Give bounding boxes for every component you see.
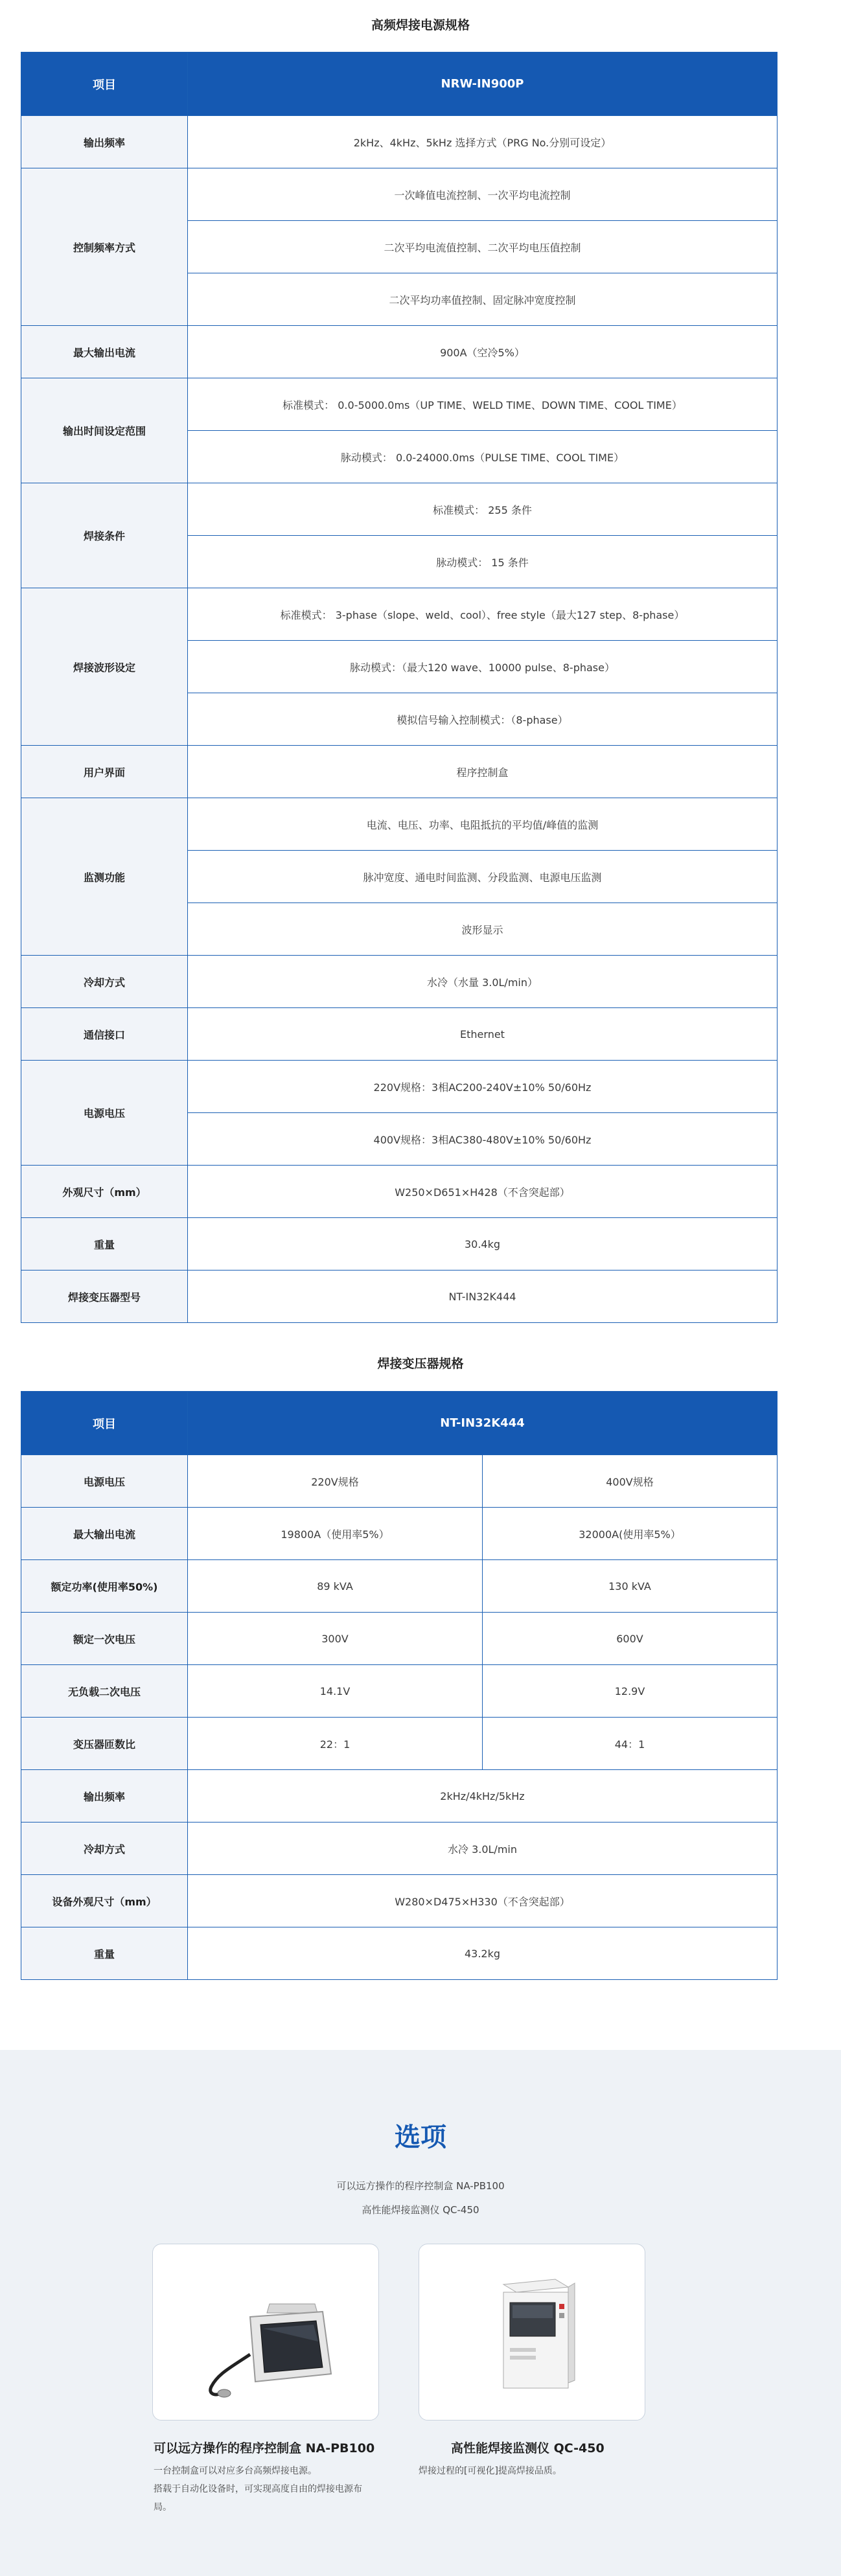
control-box-image <box>153 2244 380 2421</box>
row-value: 30.4kg <box>188 1218 778 1271</box>
row-label: 焊接变压器型号 <box>21 1271 188 1323</box>
row-value: 12.9V <box>483 1665 778 1718</box>
table-row <box>21 1665 778 1718</box>
table-row <box>21 1508 778 1560</box>
row-label: 额定一次电压 <box>21 1613 188 1665</box>
row-value: 二次平均电流值控制、二次平均电压值控制 <box>188 221 778 273</box>
row-value: 14.1V <box>188 1665 483 1718</box>
row-label: 输出频率 <box>21 116 188 168</box>
table-row <box>21 1770 778 1823</box>
row-label: 电源电压 <box>21 1061 188 1166</box>
row-label: 无负载二次电压 <box>21 1665 188 1718</box>
row-value: 标准模式： 3-phase（slope、weld、cool）、free style（最大127 step、8-phase） <box>188 588 778 641</box>
row-value: W280×D475×H330（不含突起部） <box>188 1875 778 1927</box>
table-row <box>21 956 778 1008</box>
table-row <box>21 326 778 378</box>
card-desc-line: 一台控制盒可以对应多台高频焊接电源。 <box>154 2466 317 2476</box>
row-value: 水冷（水量 3.0L/min） <box>188 956 778 1008</box>
options-title: 选项 <box>395 2122 446 2152</box>
row-label: 电源电压 <box>21 1455 188 1508</box>
table-row <box>21 798 778 851</box>
row-value: Ethernet <box>188 1008 778 1061</box>
row-label: 控制频率方式 <box>21 168 188 326</box>
row-label: 最大输出电流 <box>21 326 188 378</box>
row-value: 89 kVA <box>188 1560 483 1613</box>
row-label: 外观尺寸（mm） <box>21 1166 188 1218</box>
row-value: 2kHz/4kHz/5kHz <box>188 1770 778 1823</box>
row-label: 输出频率 <box>21 1770 188 1823</box>
option-card-weld-monitor[interactable] <box>419 2244 645 2421</box>
row-value: 32000A(使用率5%） <box>483 1508 778 1560</box>
row-value: 400V规格 <box>483 1455 778 1508</box>
row-value: 程序控制盒 <box>188 746 778 798</box>
spec1-title: 高频焊接电源规格 <box>371 18 470 32</box>
row-value: 波形显示 <box>188 903 778 956</box>
card-desc-weld-monitor <box>419 2462 562 2480</box>
header-item-label: 项目 <box>21 52 188 116</box>
row-value: 一次峰值电流控制、一次平均电流控制 <box>188 168 778 221</box>
table-row <box>21 1823 778 1875</box>
table-row <box>21 1875 778 1927</box>
table-row <box>21 1061 778 1113</box>
row-label: 监测功能 <box>21 798 188 956</box>
table-row <box>21 1613 778 1665</box>
row-label: 通信接口 <box>21 1008 188 1061</box>
table-row <box>21 1455 778 1508</box>
row-value: W250×D651×H428（不含突起部） <box>188 1166 778 1218</box>
row-value: 220V规格：3相AC200-240V±10% 50/60Hz <box>188 1061 778 1113</box>
table-row <box>21 483 778 536</box>
card-title-weld-monitor: 高性能焊接监测仪 QC-450 <box>451 2441 605 2455</box>
table-row <box>21 116 778 168</box>
options-line-2: 高性能焊接监测仪 QC-450 <box>362 2204 479 2216</box>
row-value: 22：1 <box>188 1718 483 1770</box>
row-value: 400V规格：3相AC380-480V±10% 50/60Hz <box>188 1113 778 1166</box>
row-label: 冷却方式 <box>21 1823 188 1875</box>
row-value: 600V <box>483 1613 778 1665</box>
row-label: 焊接波形设定 <box>21 588 188 746</box>
row-value: 模拟信号输入控制模式：（8-phase） <box>188 693 778 746</box>
row-label: 冷却方式 <box>21 956 188 1008</box>
table-row <box>21 1718 778 1770</box>
table-row <box>21 1271 778 1323</box>
power-supply-spec-table <box>21 52 778 1323</box>
table-row <box>21 168 778 221</box>
table-header-row <box>21 1392 778 1455</box>
table-row <box>21 1008 778 1061</box>
card-desc-control-box <box>154 2462 362 2516</box>
table-row <box>21 1560 778 1613</box>
row-value: NT-IN32K444 <box>188 1271 778 1323</box>
card-desc-line: 局。 <box>154 2502 172 2513</box>
row-value: 标准模式： 255 条件 <box>188 483 778 536</box>
row-value: 二次平均功率值控制、固定脉冲宽度控制 <box>188 273 778 326</box>
option-card-control-box[interactable] <box>152 2244 379 2421</box>
transformer-spec-table <box>21 1391 778 1980</box>
options-line-1: 可以远方操作的程序控制盒 NA-PB100 <box>336 2180 505 2192</box>
row-value: 水冷 3.0L/min <box>188 1823 778 1875</box>
row-value: 标准模式： 0.0-5000.0ms（UP TIME、WELD TIME、DOWN TIME、COOL TIME） <box>188 378 778 431</box>
table-row <box>21 588 778 641</box>
row-value: 900A（空冷5%） <box>188 326 778 378</box>
row-value: 220V规格 <box>188 1455 483 1508</box>
weld-monitor-image <box>419 2244 646 2421</box>
row-value: 130 kVA <box>483 1560 778 1613</box>
row-value: 300V <box>188 1613 483 1665</box>
row-value: 43.2kg <box>188 1927 778 1980</box>
card-desc-line: 焊接过程的[可视化]提高焊接品质。 <box>419 2466 562 2476</box>
row-label: 变压器匝数比 <box>21 1718 188 1770</box>
row-label: 用户界面 <box>21 746 188 798</box>
row-value: 44：1 <box>483 1718 778 1770</box>
row-label: 设备外观尺寸（mm） <box>21 1875 188 1927</box>
card-desc-line: 搭载于自动化设备时，可实现高度自由的焊接电源布 <box>154 2484 362 2494</box>
row-label: 最大输出电流 <box>21 1508 188 1560</box>
header-model-label: NRW-IN900P <box>188 52 778 116</box>
row-label: 焊接条件 <box>21 483 188 588</box>
row-value: 电流、电压、功率、电阻抵抗的平均值/峰值的监测 <box>188 798 778 851</box>
table-row <box>21 1927 778 1980</box>
row-label: 输出时间设定范围 <box>21 378 188 483</box>
row-value: 脉动模式： 15 条件 <box>188 536 778 588</box>
row-value: 19800A（使用率5%） <box>188 1508 483 1560</box>
row-label: 重量 <box>21 1927 188 1980</box>
row-label: 重量 <box>21 1218 188 1271</box>
table-row <box>21 1218 778 1271</box>
row-value: 2kHz、4kHz、5kHz 选择方式（PRG No.分别可设定） <box>188 116 778 168</box>
row-value: 脉冲宽度、通电时间监测、分段监测、电源电压监测 <box>188 851 778 903</box>
spec2-title: 焊接变压器规格 <box>377 1357 464 1371</box>
header-item-label: 项目 <box>21 1392 188 1455</box>
options-section <box>0 2050 841 2576</box>
table-row <box>21 378 778 431</box>
table-row <box>21 1166 778 1218</box>
row-label: 额定功率(使用率50%) <box>21 1560 188 1613</box>
table-row <box>21 746 778 798</box>
row-value: 脉动模式：（最大120 wave、10000 pulse、8-phase） <box>188 641 778 693</box>
table-header-row <box>21 52 778 116</box>
card-title-control-box: 可以远方操作的程序控制盒 NA-PB100 <box>154 2441 375 2455</box>
header-model-label: NT-IN32K444 <box>188 1392 778 1455</box>
row-value: 脉动模式： 0.0-24000.0ms（PULSE TIME、COOL TIME） <box>188 431 778 483</box>
